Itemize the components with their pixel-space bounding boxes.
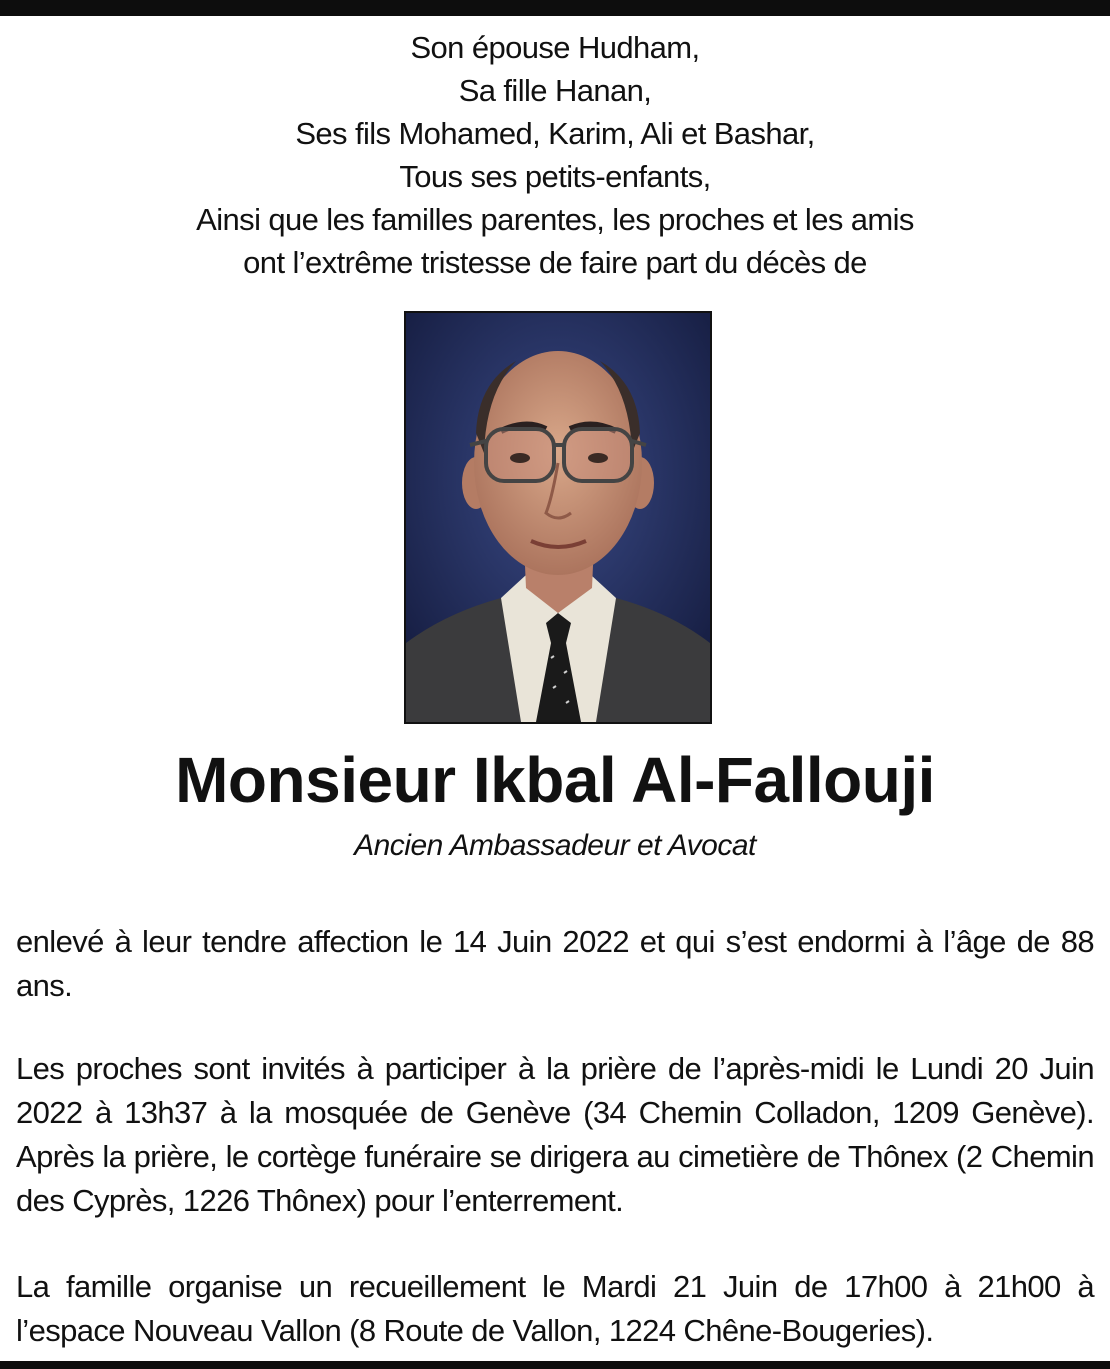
death-notice-paragraph: enlevé à leur tendre affection le 14 Juin 2022 et qui s’est endormi à l’âge de 88 ans. — [16, 924, 1094, 1003]
bottom-border-rule — [0, 1361, 1110, 1369]
intro-line-grandchildren: Tous ses petits-enfants, — [399, 159, 711, 194]
intro-line-announcement: ont l’extrême tristesse de faire part du décès de — [243, 245, 867, 280]
intro-line-spouse: Son épouse Hudham, — [410, 30, 700, 65]
deceased-name: Monsieur Ikbal Al-Fallouji — [175, 744, 935, 816]
funeral-prayer-paragraph: Les proches sont invités à participer à la prière de l’après-midi le Lundi 20 Juin 2022 à 13h37 à la mosquée de Genève (34 Chemin Colladon, 1209 Genève). Après la prière, le cortège funéraire se dirigera au cimetière de Thônex (2 Chemin des Cyprès, 1226 Thônex) pour l’enterrement. — [16, 1051, 1094, 1218]
intro-line-daughter: Sa fille Hanan, — [458, 73, 652, 108]
family-announcement — [0, 26, 1110, 284]
portrait-photo — [404, 311, 712, 724]
intro-line-sons: Ses fils Mohamed, Karim, Ali et Bashar, — [295, 116, 815, 151]
top-border-rule — [0, 0, 1110, 16]
gathering-paragraph: La famille organise un recueillement le Mardi 21 Juin de 17h00 à 21h00 à l’espace Nouveau Vallon (8 Route de Vallon, 1224 Chêne-Bougeries). — [16, 1269, 1094, 1348]
deceased-title: Ancien Ambassadeur et Avocat — [354, 829, 756, 862]
intro-line-families: Ainsi que les familles parentes, les proches et les amis — [196, 202, 914, 237]
